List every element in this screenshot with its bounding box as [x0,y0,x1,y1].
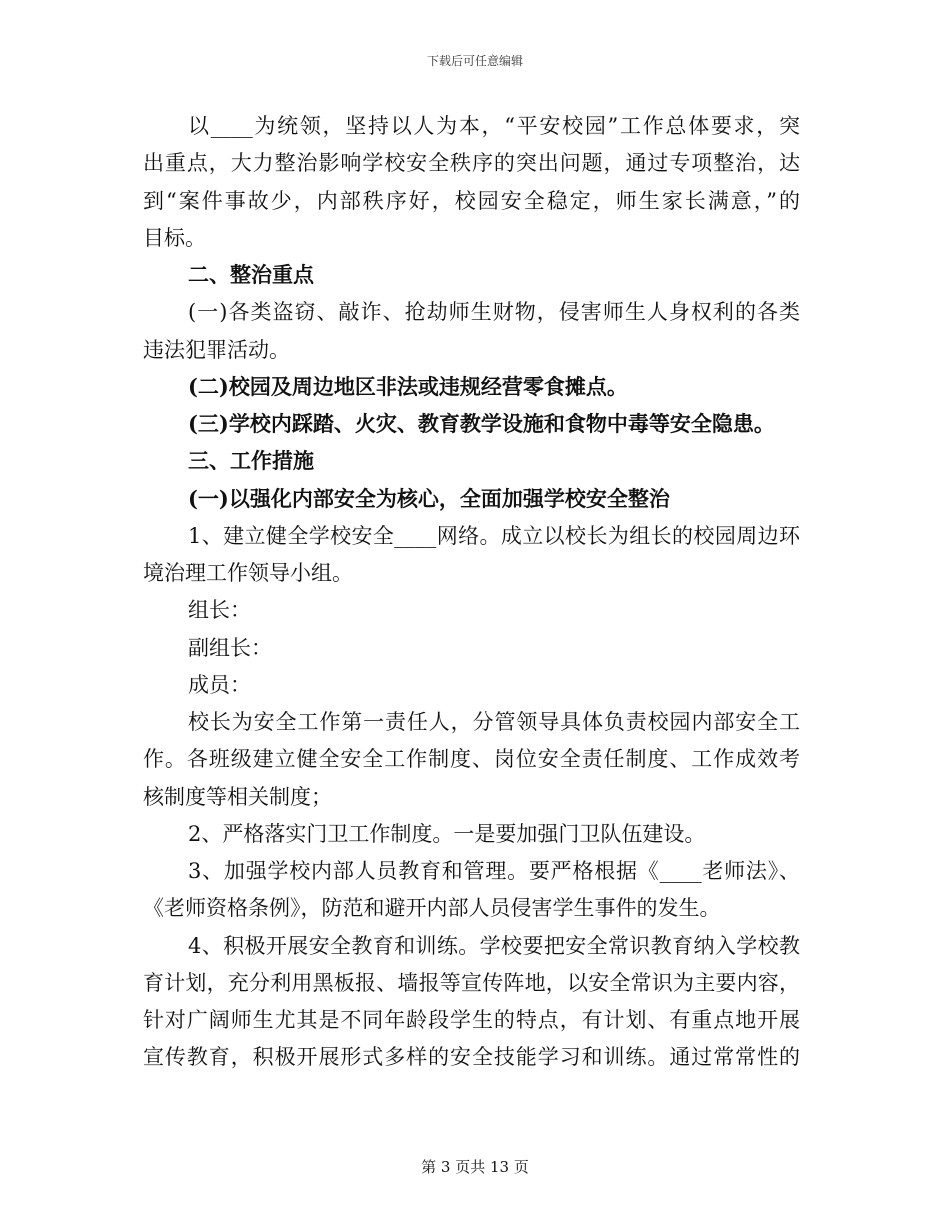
subsection-heading: (一)以强化内部安全为核心，全面加强学校安全整治 [188,486,670,511]
paragraph-line: 宣传教育，积极开展形式多样的安全技能学习和训练。通过常常性的 [143,1045,800,1069]
paragraph-line: (一)各类盗窃、敲诈、抢劫师生财物，侵害师生人身权利的各类 [188,300,800,324]
section-heading: 三、工作措施 [188,448,314,473]
paragraph-line: 组长： [188,598,251,622]
paragraph-line: (三)学校内踩踏、火灾、教育教学设施和食物中毒等安全隐患。 [188,411,775,436]
paragraph-line: (二)校园及周边地区非法或违规经营零食摊点。 [188,374,628,399]
paragraph-line: 以____为统领，坚持以人为本，“平安校园”工作总体要求，突 [188,114,800,138]
paragraph-line: 1、建立健全学校安全____网络。成立以校长为组长的校园周边环 [188,524,800,548]
paragraph-line: 作。各班级建立健全安全工作制度、岗位安全责任制度、工作成效考 [143,747,800,771]
paragraph-line: 成员： [188,673,251,697]
paragraph-line: 针对广阔师生尤其是不同年龄段学生的特点，有计划、有重点地开展 [143,1008,800,1032]
paragraph-line: 3、加强学校内部人员教育和管理。要严格根据《____老师法》、 [188,859,800,883]
paragraph-line: 副组长： [188,636,272,660]
page-number: 第 3 页共 13 页 [421,1158,529,1176]
paragraph-line: 核制度等相关制度； [143,785,332,809]
paragraph-line: 出重点，大力整治影响学校安全秩序的突出问题，通过专项整治，达 [143,151,800,175]
paragraph-line: 2、严格落实门卫工作制度。一是要加强门卫队伍建设。 [188,822,706,846]
paragraph-line: 校长为安全工作第一责任人，分管领导具体负责校园内部安全工 [188,710,800,734]
paragraph-line: 境治理工作领导小组。 [143,561,353,585]
paragraph-line: 违法犯罪活动。 [143,338,290,362]
paragraph-line: 目标。 [143,226,206,250]
page-header: 下载后可任意编辑 [426,54,523,68]
paragraph-line: 到“案件事故少，内部秩序好，校园安全稳定，师生家长满意，”的 [143,189,800,213]
paragraph-line: 4、积极开展安全教育和训练。学校要把安全常识教育纳入学校教 [188,934,800,958]
section-heading: 二、整治重点 [188,262,314,287]
paragraph-line: 育计划，充分利用黑板报、墙报等宣传阵地，以安全常识为主要内容， [143,971,800,995]
paragraph-line: 《老师资格条例》，防范和避开内部人员侵害学生事件的发生。 [143,896,721,920]
